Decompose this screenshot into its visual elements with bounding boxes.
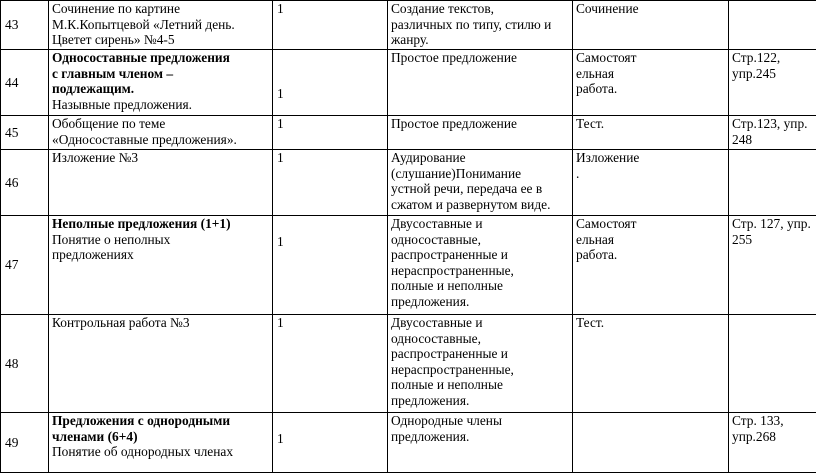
control-form (573, 150, 729, 216)
row-number: 49 (1, 413, 49, 473)
lesson-content (388, 50, 573, 116)
control-form-line: ельная (576, 232, 725, 248)
lesson-content (388, 216, 573, 315)
homework-line: упр.245 (732, 66, 816, 82)
control-form-line: Тест. (576, 315, 725, 331)
lesson-content-line: односоставные, (391, 232, 569, 248)
homework-line: Стр.122, (732, 50, 816, 66)
homework-line: упр.268 (732, 429, 816, 445)
control-form (573, 1, 729, 50)
control-form-line: . (576, 166, 725, 182)
lesson-topic-line: Сочинение по картине (52, 1, 269, 17)
homework-line: Стр. 127, упр. (732, 216, 816, 232)
lesson-topic-line: Цветет сирень» №4-5 (52, 32, 269, 48)
lesson-topic-line: Предложения с однородными (52, 413, 269, 429)
control-form-line: работа. (576, 247, 725, 263)
control-form (573, 50, 729, 116)
lesson-topic-subline: Понятие об однородных членах (52, 444, 269, 460)
table-row (1, 1, 816, 50)
row-number: 44 (1, 50, 49, 116)
lesson-content-line: полные и неполные (391, 377, 569, 393)
lesson-topic-subline: предложениях (52, 247, 269, 263)
lesson-content-line: устной речи, передача ее в (391, 181, 569, 197)
lesson-topic (49, 413, 273, 473)
hours-count (273, 216, 388, 315)
table-row (1, 50, 816, 116)
control-form-line: Тест. (576, 116, 725, 132)
hours-value: 1 (277, 116, 384, 132)
lesson-content-line: Однородные члены (391, 413, 569, 429)
hours-value: 1 (277, 431, 384, 447)
lesson-content-line: предложения. (391, 429, 569, 445)
lesson-content (388, 116, 573, 150)
homework-line: Стр.123, упр. (732, 116, 816, 132)
hours-value: 1 (277, 1, 384, 17)
lesson-topic-line: подлежащим. (52, 81, 269, 97)
lesson-topic-subline: Назывные предложения. (52, 97, 269, 113)
homework-line: 255 (732, 232, 816, 248)
hours-count (273, 150, 388, 216)
row-number: 48 (1, 315, 49, 413)
lesson-content-line: нераспространенные, (391, 263, 569, 279)
control-form-line: Самостоят (576, 50, 725, 66)
lesson-topic-line: Обобщение по теме (52, 116, 269, 132)
lesson-content-line: распространенные и (391, 346, 569, 362)
table-row (1, 150, 816, 216)
lesson-topic (49, 116, 273, 150)
lesson-content (388, 315, 573, 413)
table-row (1, 315, 816, 413)
control-form (573, 216, 729, 315)
lesson-content-line: (слушание)Понимание (391, 166, 569, 182)
row-number: 43 (1, 1, 49, 50)
lesson-content-line: Двусоставные и (391, 216, 569, 232)
control-form-line: Самостоят (576, 216, 725, 232)
lesson-content-line: предложения. (391, 393, 569, 409)
lesson-topic (49, 50, 273, 116)
lesson-topic-line: «Односоставные предложения». (52, 132, 269, 148)
lesson-content-line: различных по типу, стилю и (391, 17, 569, 33)
homework (729, 50, 816, 116)
control-form (573, 413, 729, 473)
control-form (573, 315, 729, 413)
lesson-content (388, 150, 573, 216)
lesson-content-line: односоставные, (391, 331, 569, 347)
table-row (1, 216, 816, 315)
lesson-topic-line: Контрольная работа №3 (52, 315, 269, 331)
row-number: 46 (1, 150, 49, 216)
hours-count (273, 413, 388, 473)
lesson-topic (49, 315, 273, 413)
hours-count (273, 315, 388, 413)
lesson-content-line: жанру. (391, 32, 569, 48)
control-form-line: работа. (576, 81, 725, 97)
lesson-content-line: Простое предложение (391, 50, 569, 66)
lesson-content-line: Аудирование (391, 150, 569, 166)
control-form-line: Изложение (576, 150, 725, 166)
hours-count (273, 1, 388, 50)
lesson-topic-line: Односоставные предложения (52, 50, 269, 66)
lesson-topic (49, 1, 273, 50)
hours-value: 1 (277, 315, 384, 331)
lesson-topic-line: с главным членом – (52, 66, 269, 82)
lesson-topic (49, 150, 273, 216)
lesson-content-line: распространенные и (391, 247, 569, 263)
control-form-line: Сочинение (576, 1, 725, 17)
hours-value: 1 (277, 150, 384, 166)
lesson-content-line: Создание текстов, (391, 1, 569, 17)
lesson-topic-line: Неполные предложения (1+1) (52, 216, 269, 232)
hours-value: 1 (277, 234, 384, 250)
lesson-content (388, 413, 573, 473)
control-form (573, 116, 729, 150)
homework (729, 116, 816, 150)
row-number: 45 (1, 116, 49, 150)
homework-line: Стр. 133, (732, 413, 816, 429)
control-form-line: ельная (576, 66, 725, 82)
lesson-content-line: полные и неполные (391, 278, 569, 294)
table-row (1, 413, 816, 473)
hours-value: 1 (277, 86, 384, 102)
homework-line: 248 (732, 132, 816, 148)
lesson-topic-line: М.К.Копытцевой «Летний день. (52, 17, 269, 33)
lesson-content-line: Простое предложение (391, 116, 569, 132)
lesson-topic (49, 216, 273, 315)
homework (729, 413, 816, 473)
lesson-topic-line: членами (6+4) (52, 429, 269, 445)
lesson-topic-subline: Понятие о неполных (52, 232, 269, 248)
lesson-topic-line: Изложение №3 (52, 150, 269, 166)
lesson-content (388, 1, 573, 50)
lesson-content-line: нераспространенные, (391, 362, 569, 378)
lesson-content-line: предложения. (391, 294, 569, 310)
row-number: 47 (1, 216, 49, 315)
lesson-content-line: сжатом и развернутом виде. (391, 197, 569, 213)
lesson-content-line: Двусоставные и (391, 315, 569, 331)
homework (729, 315, 816, 413)
homework (729, 216, 816, 315)
table-body (1, 1, 816, 473)
homework (729, 1, 816, 50)
hours-count (273, 116, 388, 150)
homework (729, 150, 816, 216)
table-row (1, 116, 816, 150)
hours-count (273, 50, 388, 116)
